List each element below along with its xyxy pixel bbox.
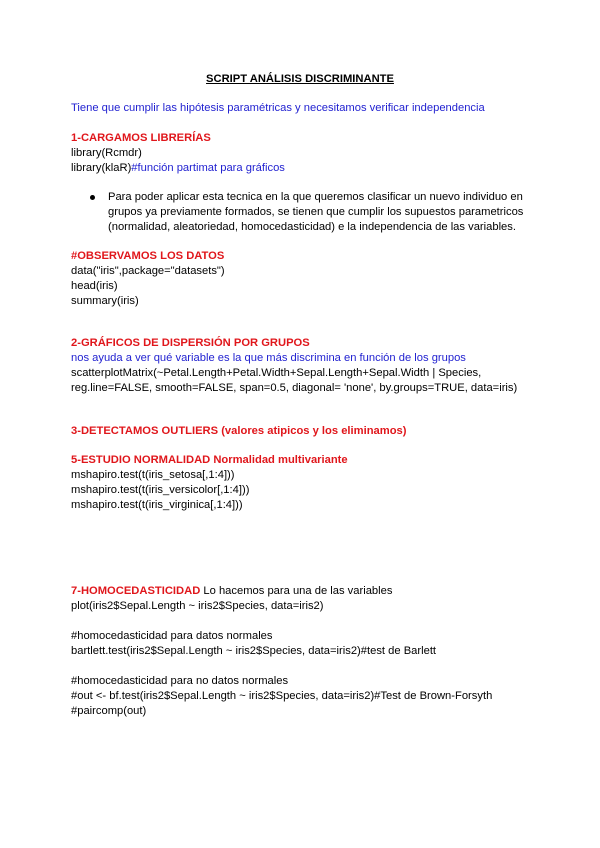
heading-subtitle: Lo hacemos para una de las variables bbox=[200, 585, 393, 597]
section-observe-heading: #OBSERVAMOS LOS DATOS bbox=[71, 250, 225, 262]
bullet-text: grupos ya previamente formados, se tienen que cumplir los supuestos parametricos bbox=[108, 206, 524, 218]
heading-subtitle: Normalidad multivariante bbox=[210, 454, 348, 466]
code-line: data("iris",package="datasets") bbox=[71, 265, 225, 277]
heading-label: 5-ESTUDIO NORMALIDAD bbox=[71, 454, 211, 466]
code-line: reg.line=FALSE, smooth=FALSE, span=0.5, diagonal= 'none', by.groups=TRUE, data=iris) bbox=[71, 382, 518, 394]
section-2-heading: 2-GRÁFICOS DE DISPERSIÓN POR GRUPOS bbox=[71, 337, 310, 349]
code-line: library(Rcmdr) bbox=[71, 147, 142, 159]
code-comment-line: #homocedasticidad para datos normales bbox=[71, 630, 273, 642]
code-line: summary(iris) bbox=[71, 295, 139, 307]
section-1-heading: 1-CARGAMOS LIBRERÍAS bbox=[71, 132, 211, 144]
code-line: #paircomp(out) bbox=[71, 705, 147, 717]
section-7-heading bbox=[71, 584, 392, 598]
code-line: head(iris) bbox=[71, 280, 118, 292]
code-line: mshapiro.test(t(iris_versicolor[,1:4])) bbox=[71, 484, 250, 496]
code-line: bartlett.test(iris2$Sepal.Length ~ iris2$Species, data=iris2)#test de Barlett bbox=[71, 645, 437, 657]
bullet-text: Para poder aplicar esta tecnica en la que queremos clasificar un nuevo individuo en bbox=[108, 191, 523, 203]
code-line: mshapiro.test(t(iris_virginica[,1:4])) bbox=[71, 499, 243, 511]
heading-label: 7-HOMOCEDASTICIDAD bbox=[71, 585, 201, 597]
code-line: mshapiro.test(t(iris_setosa[,1:4])) bbox=[71, 469, 235, 481]
bullet-text: (normalidad, aleatoriedad, homocedasticidad) e la independencia de las variables. bbox=[108, 221, 516, 233]
code-comment: #función partimat para gráficos bbox=[131, 162, 285, 174]
intro-text: Tiene que cumplir las hipótesis paramétricas y necesitamos verificar independencia bbox=[71, 102, 485, 114]
page-title: SCRIPT ANÁLISIS DISCRIMINANTE bbox=[206, 73, 394, 85]
code-line: plot(iris2$Sepal.Length ~ iris2$Species, data=iris2) bbox=[71, 600, 324, 612]
code-line: scatterplotMatrix(~Petal.Length+Petal.Width+Sepal.Length+Sepal.Width | Species, bbox=[71, 367, 482, 379]
code-text: library(klaR) bbox=[71, 162, 132, 174]
section-3-heading: 3-DETECTAMOS OUTLIERS (valores atipicos y los eliminamos) bbox=[71, 425, 407, 437]
code-line: #out <- bf.test(iris2$Sepal.Length ~ iris2$Species, data=iris2)#Test de Brown-Forsyth bbox=[71, 690, 493, 702]
code-comment-line: #homocedasticidad para no datos normales bbox=[71, 675, 289, 687]
code-line bbox=[71, 161, 285, 175]
section-2-description: nos ayuda a ver qué variable es la que más discrimina en función de los grupos bbox=[71, 352, 466, 364]
section-5-heading bbox=[71, 453, 348, 467]
bullet-icon bbox=[90, 195, 95, 200]
